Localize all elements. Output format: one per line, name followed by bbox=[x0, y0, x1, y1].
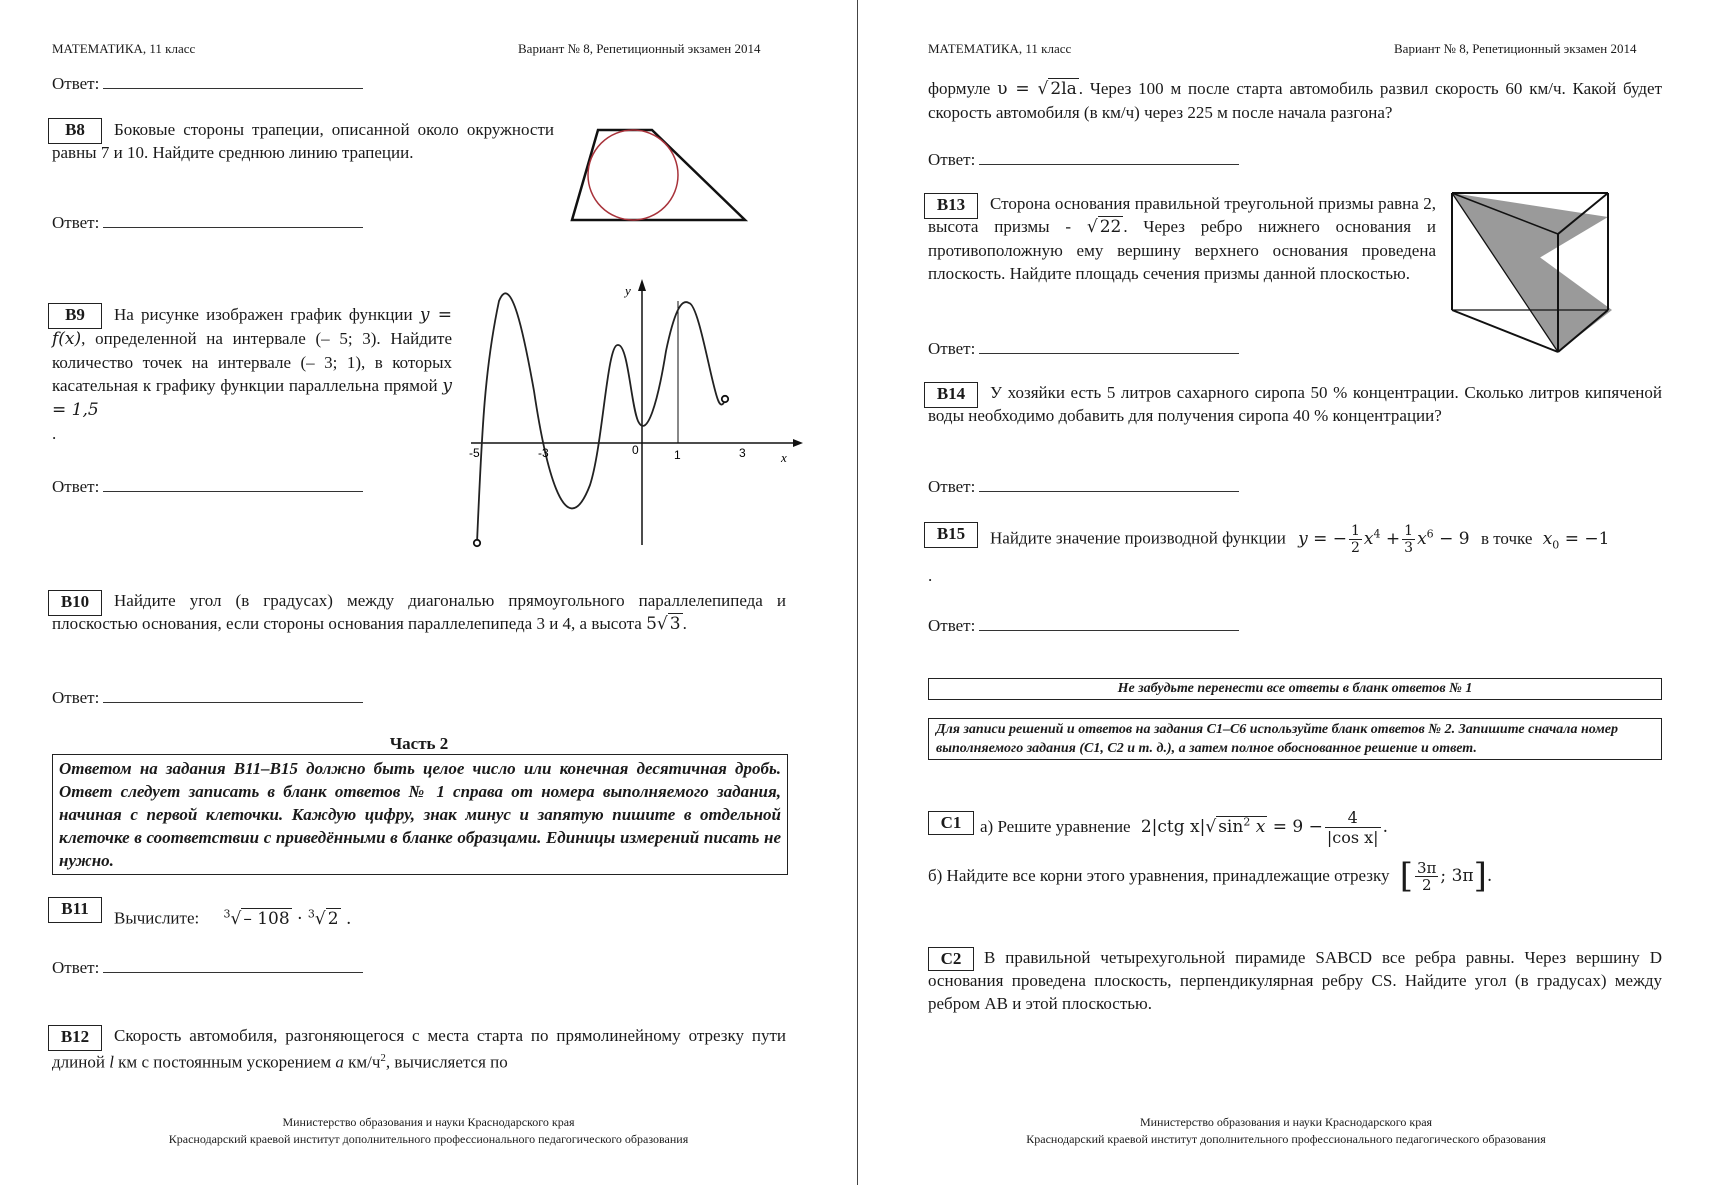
footer bbox=[858, 1114, 1714, 1148]
c1-segment: [ $\frac{3\pi}{2}$ ; 3π]. bbox=[1399, 856, 1493, 896]
y-axis-arrow bbox=[638, 279, 646, 291]
b9-tail: . bbox=[52, 424, 57, 443]
answer-line-b12 bbox=[928, 148, 1239, 171]
footer-line-1: Министерство образования и науки Краснодарского края bbox=[282, 1115, 575, 1129]
open-endpoint-left bbox=[474, 540, 480, 546]
task-label-b15: B15 bbox=[924, 522, 978, 548]
answer-line-b7 bbox=[52, 72, 363, 95]
header-variant: Вариант № 8, Репетиционный экзамен 2014 bbox=[518, 41, 761, 56]
prism-figure bbox=[1450, 190, 1630, 355]
b11-expression: $^3$√ – 108 · $^3$√ 2 . bbox=[223, 907, 352, 929]
function-curve bbox=[477, 293, 725, 543]
part2-title: Часть 2 bbox=[389, 734, 449, 753]
y-axis-label: y bbox=[625, 283, 631, 298]
task-text-c2: В правильной четырехугольной пирамиде SABCD все ребра равны. Через вершину D основания проведена плоскость, перпендикулярная ребру CS. Найдите угол (в градусах) между ребром AB и этой плоскостью. bbox=[928, 948, 1662, 1013]
task-text-b14: У хозяйки есть 5 литров сахарного сиропа 50 % концентрации. Сколько литров кипяченой воды необходимо добавить для получения сиропа 40 % концентрации? bbox=[928, 383, 1662, 425]
footer-line-2: Краснодарский краевой институт дополнительного профессионального педагогического образования bbox=[1026, 1132, 1546, 1146]
b12-formula: υ = √ 2la bbox=[997, 79, 1077, 99]
b10-tail: . bbox=[682, 614, 687, 633]
answer-line-b13 bbox=[928, 337, 1239, 360]
answer-blank bbox=[979, 337, 1239, 354]
tick-label-minus5: -5 bbox=[469, 446, 480, 460]
task-label-c1: C1 bbox=[928, 811, 974, 835]
task-text-b12: Скорость автомобиля, разгоняющегося с места старта по прямолинейному отрезку пути длиной l км с постоянным ускорением a $км/ч^2$, вычисляется по bbox=[52, 1026, 786, 1072]
answer-blank bbox=[103, 211, 363, 228]
part2-instructions: Ответом на задания В11–В15 должно быть целое число или конечная десятичная дробь. Ответ следует записать в бланк ответов № 1 справа от номера выполняемого задания, начиная с первой клеточки. Каждую цифру, знак минус и запятую пишите в отдельной клеточке в соответствии с приведёнными в бланке образцами. Единицы измерений писать не нужно. bbox=[52, 754, 788, 875]
instructions-box: Для записи решений и ответов на задания С1–С6 используйте бланк ответов № 2. Запишите сначала номер выполняемого задания (С1, С2 и т. д.), а затем полное обоснованное решение и ответ. bbox=[928, 718, 1662, 760]
answer-label: Ответ: bbox=[928, 616, 976, 635]
b9-line-eq: y = 1,5 bbox=[52, 376, 453, 420]
open-endpoint-right bbox=[722, 396, 728, 402]
b9-func: y = f(x) bbox=[52, 305, 452, 349]
trapezoid-figure bbox=[570, 125, 750, 225]
answer-blank bbox=[103, 475, 363, 492]
footer-line-2: Краснодарский краевой институт дополнительного профессионального педагогического образования bbox=[168, 1132, 689, 1146]
task-label-b10: B10 bbox=[48, 590, 102, 616]
b15-tail: . bbox=[928, 566, 933, 585]
task-label-b8: B8 bbox=[48, 118, 102, 144]
answer-label: Ответ: bbox=[52, 213, 100, 232]
tick-label-minus3: -3 bbox=[538, 446, 549, 460]
b15-function: y = − $\frac{1}{2}$ $x^4$ + $\frac{1}{3}$ $x^6 - 9$ bbox=[1298, 522, 1470, 556]
answer-blank bbox=[103, 72, 363, 89]
task-text-c1b: б) Найдите все корни этого уравнения, принадлежащие отрезку [ $\frac{3\pi}{2}$ ; 3π]. bbox=[928, 856, 1493, 896]
answer-label: Ответ: bbox=[52, 958, 100, 977]
b11-text: Вычислите: bbox=[114, 908, 200, 928]
b10-height-value: 5√ 3 bbox=[646, 614, 681, 634]
task-text-b8: Боковые стороны трапеции, описанной около окружности равны 7 и 10. Найдите среднюю линию трапеции. bbox=[52, 120, 554, 162]
header-variant: Вариант № 8, Репетиционный экзамен 2014 bbox=[1394, 41, 1637, 56]
answer-line-b8 bbox=[52, 211, 363, 234]
footer-line-1: Министерство образования и науки Краснодарского края bbox=[1139, 1115, 1433, 1129]
task-label-b9: B9 bbox=[48, 303, 102, 329]
answer-blank bbox=[979, 614, 1239, 631]
answer-label: Ответ: bbox=[52, 477, 100, 496]
tick-label-three: 3 bbox=[739, 446, 746, 460]
b10-text: Найдите угол (в градусах) между диагональю прямоугольного параллелепипеда и плоскостью основания, если стороны основания параллелепипеда 3 и 4, а высота bbox=[52, 591, 786, 633]
task-label-b13: B13 bbox=[924, 193, 978, 219]
answer-blank bbox=[979, 475, 1239, 492]
x-axis-label: x bbox=[781, 450, 787, 465]
answer-label: Ответ: bbox=[52, 74, 100, 93]
answer-line-b9 bbox=[52, 475, 363, 498]
answer-blank bbox=[979, 148, 1239, 165]
task-text-b15: Найдите значение производной функции y = − $\frac{1}{2}$ $x^4$ + $\frac{1}{3}$ $x^6 - 9$ в точке $x_0 = -1$ bbox=[990, 522, 1610, 556]
task-label-b14: B14 bbox=[924, 382, 978, 408]
b9-text-1: На рисунке изображен график функции bbox=[114, 305, 413, 324]
answer-label: Ответ: bbox=[928, 150, 976, 169]
task-text-b13: Сторона основания правильной треугольной призмы равна 2, высота призмы - √ 22 . Через ребро нижнего основания и противоположную ему вершину верхнего основания проведена плоскость. Найдите площадь сечения призмы данной плоскостью. bbox=[928, 194, 1436, 283]
reminder-box: Не забудьте перенести все ответы в бланк ответов № 1 bbox=[928, 678, 1662, 700]
b9-text-2: , определенной на интервале (– 5; 3). Найдите количество точек на интервале (– 3; 1), в которых касательная к графику функции параллельна прямой bbox=[52, 329, 452, 395]
answer-blank bbox=[103, 956, 363, 973]
task-label-b12: B12 bbox=[48, 1025, 102, 1051]
b15-point: $x_0 = -1$ bbox=[1542, 528, 1610, 552]
inscribed-circle bbox=[588, 130, 678, 220]
task-text-c1a: а) Решите уравнение 2|ctg x|√ $\sin^2 x = 9$ − $\frac{4}{\text{|cos x|}}$ . bbox=[980, 808, 1388, 847]
x-axis-arrow bbox=[793, 439, 803, 447]
tick-label-zero: 0 bbox=[632, 443, 639, 457]
answer-line-b15 bbox=[928, 614, 1239, 637]
answer-label: Ответ: bbox=[52, 688, 100, 707]
answer-label: Ответ: bbox=[928, 339, 976, 358]
header-subject: МАТЕМАТИКА, 11 класс bbox=[52, 41, 196, 56]
answer-blank bbox=[103, 686, 363, 703]
trapezoid-shape bbox=[572, 130, 745, 220]
right-page bbox=[858, 0, 1714, 1185]
footer bbox=[0, 1114, 857, 1148]
task-text-b12-continued: формуле υ = √ 2la . Через 100 м после старта автомобиль развил скорость 60 км/ч. Какой будет скорость автомобиля (в км/ч) через 225 м после начала разгона? bbox=[928, 79, 1663, 122]
answer-line-b11 bbox=[52, 956, 363, 979]
tick-label-one: 1 bbox=[674, 448, 681, 462]
task-text-b9 bbox=[52, 303, 452, 445]
task-label-b11: B11 bbox=[48, 897, 102, 923]
answer-line-b10 bbox=[52, 686, 363, 709]
task-text-b10 bbox=[52, 589, 786, 636]
header-subject: МАТЕМАТИКА, 11 класс bbox=[928, 41, 1072, 56]
answer-label: Ответ: bbox=[928, 477, 976, 496]
function-graph bbox=[455, 275, 805, 555]
task-text-b11 bbox=[114, 902, 351, 931]
answer-line-b14 bbox=[928, 475, 1239, 498]
c1-equation: 2|ctg x|√ $\sin^2 x = 9$ − $\frac{4}{\text{|cos x|}}$ . bbox=[1140, 808, 1388, 847]
task-label-c2: C2 bbox=[928, 947, 974, 971]
